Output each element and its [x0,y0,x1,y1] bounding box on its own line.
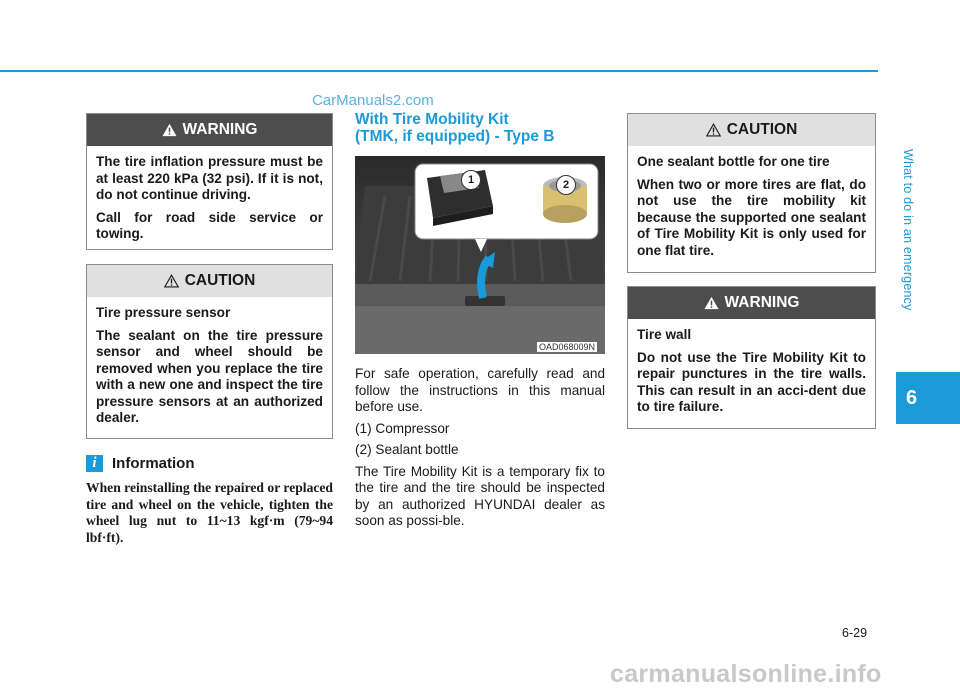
section-title-line1: With Tire Mobility Kit [355,111,509,128]
caution-triangle-icon [164,274,179,288]
section-list-item: (2) Sealant bottle [355,442,459,457]
caution-body [87,297,332,439]
section-list-item: (1) Compressor [355,420,450,436]
header-rule [0,70,878,72]
caution-triangle-icon [706,123,721,137]
callout-sealant-bottle: 2 [556,175,576,195]
warning-title: WARNING [724,294,800,311]
chapter-tab-number: 6 [896,372,960,424]
section-title [355,111,605,145]
warning-title: WARNING [182,121,258,138]
warning-triangle-icon [704,296,719,310]
caution-subtitle: One sealant bottle for one tire [637,154,830,169]
caution-box-sealant-bottle [627,113,876,273]
watermark-bottom[interactable]: carmanualsonline.info [610,660,882,688]
section-paragraph: The Tire Mobility Kit is a temporary fix to the tire and the tire should be inspected by an authorized HYUNDAI dealer as soon as possi-ble. [355,463,605,528]
information-title: Information [112,455,195,472]
information-text: When reinstalling the repaired or replaced tire and wheel on the vehicle, tighten the wheel lug nut to 11~13 kgf·m (79~94 lbf·ft). [86,480,333,545]
page-number: 6-29 [842,626,868,640]
warning-box-tire-pressure [86,113,333,250]
caution-body [628,146,875,271]
section-title-line2: (TMK, if equipped) - Type B [355,128,555,145]
warning-header [628,287,875,319]
information-heading [86,455,195,472]
caution-paragraph: The sealant on the tire pressure sensor and wheel should be removed when you replace the tire with a new one and inspect the tire pressure sensors at an authorized dealer. [96,327,323,425]
caution-box-tire-pressure-sensor [86,264,333,439]
warning-paragraph: Do not use the Tire Mobility Kit to repair punctures in the tire walls. This can result in an acci-dent due to tire failure. [637,349,866,414]
section-paragraph: For safe operation, carefully read and follow the instructions in this manual before use. [355,366,605,414]
warning-subtitle: Tire wall [637,327,692,342]
caution-header [87,265,332,297]
caution-title: CAUTION [184,272,256,289]
caution-title: CAUTION [726,121,798,138]
warning-box-tire-wall [627,286,876,429]
caution-header [628,114,875,146]
warning-body [87,146,332,255]
warning-header [87,114,332,146]
warning-triangle-icon [162,123,177,137]
callout-compressor: 1 [461,170,481,190]
info-icon: i [86,455,103,472]
caution-paragraph: When two or more tires are flat, do not use the tire mobility kit because the supported one sealant of Tire Mobility Kit is only used for one flat tire. [637,176,866,258]
image-code: OAD068009N [539,342,596,352]
warning-body [628,319,875,428]
watermark-top[interactable]: CarManuals2.com [312,92,434,109]
warning-paragraph: Call for road side service or towing. [96,209,323,241]
caution-subtitle: Tire pressure sensor [96,305,231,320]
section-body [355,366,605,535]
warning-paragraph: The tire inflation pressure must be at least 220 kPa (32 psi). If it is not, do not continue driving. [96,154,323,202]
chapter-tab-label: What to do in an emergency [901,149,915,311]
